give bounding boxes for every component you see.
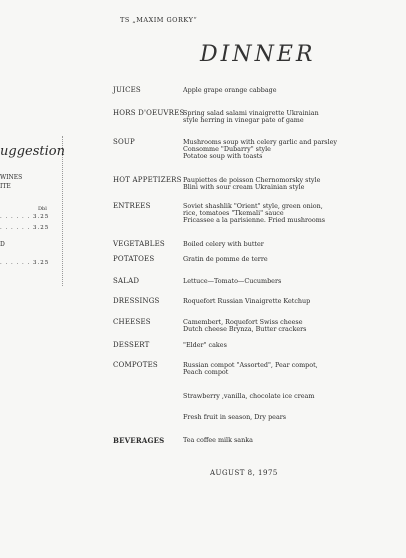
- menu-item: style herring in vinegar pate of game: [183, 115, 304, 124]
- course-label: CHEESES: [113, 318, 151, 326]
- course-items: [183, 256, 393, 263]
- course-items: [183, 414, 393, 421]
- menu-date: AUGUST 8, 1975: [210, 469, 278, 477]
- course-items: [183, 437, 393, 444]
- menu-item: Roquefort Russian Vinaigrette Ketchup: [183, 296, 311, 305]
- course-items: [183, 393, 393, 400]
- suggestion-insert: [0, 136, 63, 286]
- insert-line-wines: WINES: [0, 174, 23, 181]
- course-label: BEVERAGES: [113, 436, 165, 445]
- course-items: [183, 362, 393, 376]
- menu-item: "Elder" cakes: [183, 340, 227, 349]
- insert-line-d: D: [0, 241, 5, 248]
- menu-item: Apple grape orange cabbage: [183, 85, 277, 94]
- course-items: [183, 139, 393, 160]
- course-label: COMPOTES: [113, 361, 158, 369]
- menu-item: Dutch cheese Brynza, Butter crackers: [183, 324, 307, 333]
- course-items: [183, 177, 393, 191]
- menu-item: Soviet shashlik "Orient" style, green onion,: [183, 201, 323, 210]
- insert-price-row: . . . . . . 3.25: [0, 214, 50, 220]
- course-items: [183, 298, 393, 305]
- menu-item: Russian compot "Assorted", Pear compot,: [183, 360, 318, 369]
- menu-item: Gratin de pomme de terre: [183, 254, 268, 263]
- insert-col-dbl: Dbl: [38, 206, 47, 212]
- course-label: POTATOES: [113, 255, 155, 263]
- course-label: SOUP: [113, 138, 135, 146]
- insert-line-ite: ITE: [0, 183, 11, 190]
- menu-item: Consomme "Dubarry" style: [183, 144, 271, 153]
- course-items: [183, 110, 393, 124]
- course-items: [183, 278, 393, 285]
- suggestion-title: uggestion: [0, 144, 65, 159]
- course-label: JUICES: [113, 86, 141, 94]
- menu-item: Mushrooms soup with celery garlic and parsley: [183, 137, 338, 146]
- course-label: HORS D'OEUVRES: [113, 109, 185, 117]
- course-items: [183, 203, 393, 224]
- course-items: [183, 87, 393, 94]
- ship-name: TS „MAXIM GORKY“: [120, 16, 198, 24]
- course-items: [183, 342, 393, 349]
- menu-item: Fresh fruit in season, Dry pears: [183, 412, 287, 421]
- menu-item: Spring salad salami vinaigrette Ukrainian: [183, 108, 319, 117]
- menu-item: Boiled celery with butter: [183, 239, 264, 248]
- course-label: SALAD: [113, 277, 140, 285]
- insert-price-row: . . . . . . 3.25: [0, 225, 50, 231]
- menu-item: Peach compot: [183, 367, 229, 376]
- course-label: VEGETABLES: [113, 240, 165, 248]
- course-label: DRESSINGS: [113, 297, 160, 305]
- menu-item: Potatoe soup with toasts: [183, 151, 263, 160]
- menu-item: Camembert, Roquefort Swiss cheese: [183, 317, 303, 326]
- menu-item: Blini with sour cream Ukrainian style: [183, 182, 305, 191]
- menu-item: Lettuce—Tomato—Cucumbers: [183, 276, 282, 285]
- course-label: ENTREES: [113, 202, 151, 210]
- menu-item: Strawberry ,vanilla, chocolate ice cream: [183, 391, 315, 400]
- menu-item: Tea coffee milk sanka: [183, 435, 253, 444]
- course-items: [183, 241, 393, 248]
- menu-item: rice, tomatoes "Tkemali" sauce: [183, 208, 284, 217]
- course-items: [183, 319, 393, 333]
- menu-item: Fricassee a la parisienne. Fried mushrooms: [183, 215, 326, 224]
- insert-price-row: . . . . . . 3.25: [0, 260, 50, 266]
- course-label: HOT APPETIZERS: [113, 176, 182, 184]
- course-label: DESSERT: [113, 341, 150, 349]
- menu-item: Paupiettes de poisson Chernomorsky style: [183, 175, 321, 184]
- page-title: DINNER: [200, 42, 316, 67]
